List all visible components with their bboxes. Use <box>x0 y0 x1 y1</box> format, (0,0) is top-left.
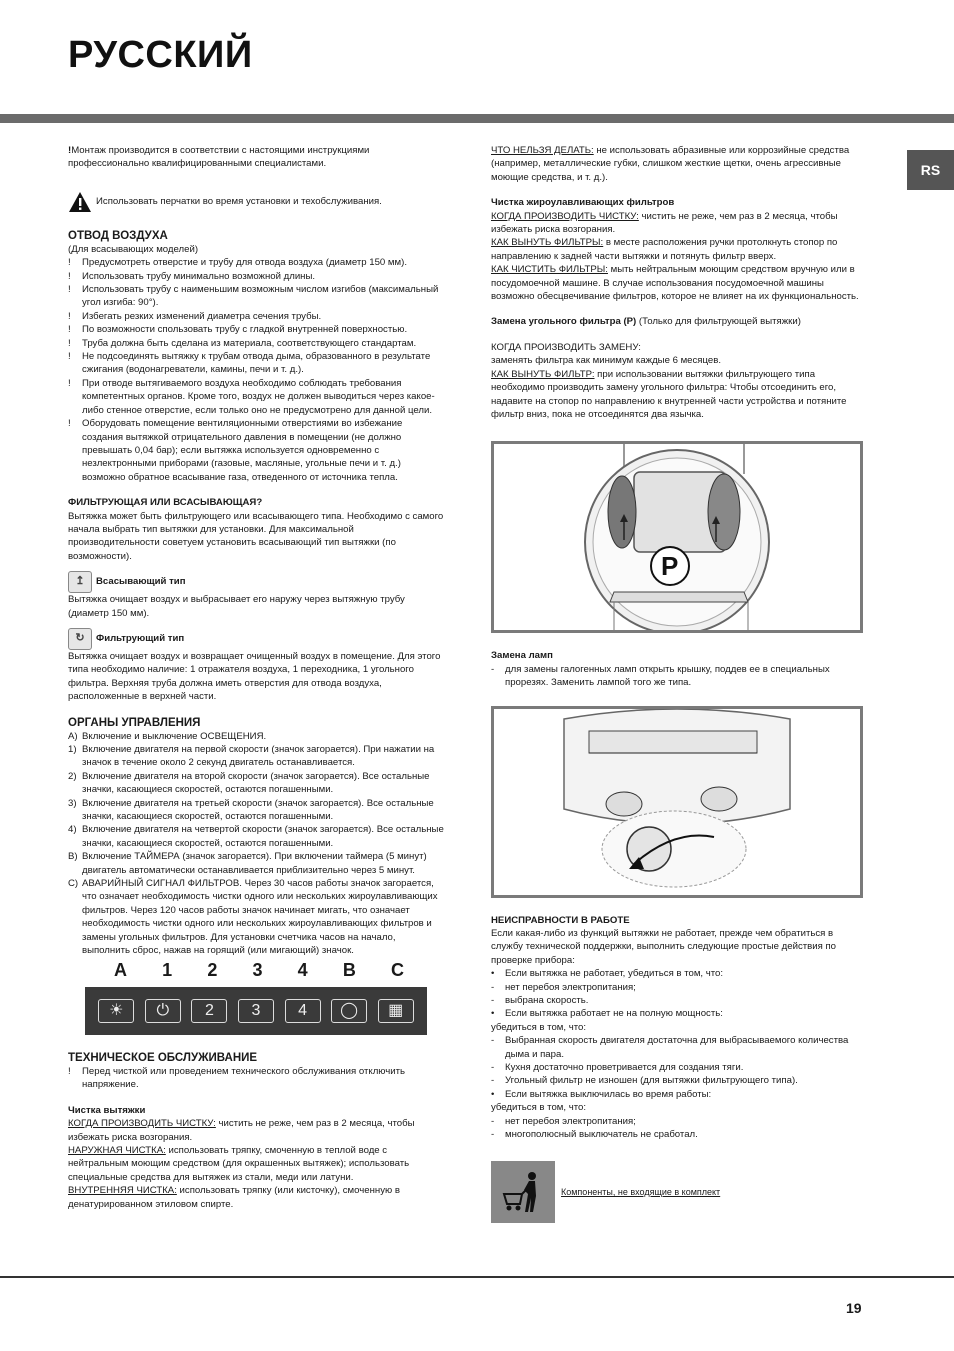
light-button[interactable]: ☀ <box>98 999 134 1023</box>
carbon-remove: КАК ВЫНУТЬ ФИЛЬТР: при использовании вытяжки фильтрующего типа необходимо производить замену угольного фильтра: Чтобы отсоединить его, надавите на стопор по направлению к внутренней части устройства и потяните фильтр вниз, пока не отсоединятся два язычка. <box>491 368 847 420</box>
suction-text: Вытяжка очищает воздух и выбрасывает его наружу через вытяжную трубу (диаметр 150 мм). <box>68 594 405 619</box>
page-title: РУССКИЙ <box>68 34 253 76</box>
panel-letter-1: 1 <box>162 959 173 980</box>
grease-when: КОГДА ПРОИЗВОДИТЬ ЧИСТКУ: чистить не реже, чем раз в 2 месяца, чтобы избежать риска возгорания. <box>491 210 838 236</box>
lamps-heading: Замена ламп <box>491 650 553 662</box>
carbon-filter-heading: Замена угольного фильтра (P) (Только для фильтрующей вытяжки) <box>491 316 801 328</box>
panel-letter-2: 2 <box>207 959 218 980</box>
warning-triangle-icon <box>68 191 92 213</box>
list-item: ! При отводе вытягиваемого воздуха необходимо соблюдать требования компетентных органов. Кроме того, воздух не должен выводиться через какое-либо стенное отверстие, если только оно не предусмотрено для данной цели. <box>68 377 435 416</box>
shopping-cart-person-icon <box>491 1161 555 1223</box>
filter-heading: ФИЛЬТРУЮЩАЯ ИЛИ ВСАСЫВАЮЩАЯ? <box>68 497 263 509</box>
list-item: ! Оборудовать помещение вентиляционными отверстиями во избежание создания вытяжкой отрицательного давления в помещении (не должно превышать 0,04 бар); если вытяжка используется одновременно с незлектронными приборами (газовые, масляные, угольные печи и т. д.) возможно обратное всасывание газа, отведенного от источника тепла. <box>68 418 403 483</box>
header-bar <box>0 114 954 123</box>
list-item: 3) Включение двигателя на третьей скорости (значок загорается). Все остальные значки, касающиеся скоростей, остаются погашенными. <box>68 797 434 823</box>
cleaning-heading: Чистка вытяжки <box>68 1104 146 1116</box>
carbon-when-label: КОГДА ПРОИЗВОДИТЬ ЗАМЕНУ: <box>491 341 641 353</box>
grease-remove: КАК ВЫНУТЬ ФИЛЬТРЫ: в месте расположения ручки протолкнуть стопор по направлению к задней части вытяжки и потянуть фильтр вверх. <box>491 237 838 262</box>
cleaning-external: НАРУЖНАЯ ЧИСТКА: использовать тряпку, смоченную в теплой воде с нейтральным моющим средством (для окрашенных вытяжек); использовать специальные средства для вытяжек из стали, меди или латуни. <box>68 1144 410 1183</box>
list-item: • Если вытяжка выключилась во время работы: <box>491 1088 712 1100</box>
suction-type-icon: ↥ <box>68 571 92 593</box>
list-item: • Если вытяжка работает не на полную мощность: <box>491 1008 723 1020</box>
intro-mark: ! <box>68 145 72 156</box>
suction-label: Всасывающий тип <box>96 576 186 588</box>
control-panel <box>85 987 427 1035</box>
speed-2-button[interactable]: 2 <box>191 999 227 1023</box>
faults-heading: НЕИСПРАВНОСТИ В РАБОТЕ <box>491 914 630 926</box>
speed-3-button[interactable]: 3 <box>238 999 274 1023</box>
list-item: ! Труба должна быть сделана из материала, соответствующего стандартам. <box>68 337 417 349</box>
accessories-note <box>491 1161 867 1223</box>
grease-filter-heading: Чистка жироулавливающих фильтров <box>491 197 675 209</box>
exhaust-heading: ОТВОД ВОЗДУХА <box>68 229 168 242</box>
gloves-text: Использовать перчатки во время установки и техобслуживания. <box>96 196 382 208</box>
list-item: - Угольный фильтр не изношен (для вытяжки фильтрующего типа). <box>491 1075 798 1087</box>
language-tab: RS <box>907 150 954 190</box>
list-item: - нет перебоя электропитания; <box>491 1115 636 1127</box>
carbon-when: заменять фильтра как минимум каждые 6 месяцев. <box>491 355 721 367</box>
controls-list <box>68 730 446 958</box>
list-item: ! Использовать трубу с наименьшим возможным числом изгибов (максимальный угол изгиба: 90°). <box>68 284 439 309</box>
filter-p-label: P <box>661 551 679 582</box>
faults-intro: Если какая-либо из функций вытяжки не работает, прежде чем обратиться в службу технической поддержки, выполнить следующие простые действия по проверке прибора: <box>491 927 836 966</box>
list-item: - многополюсный выключатель не сработал. <box>491 1129 698 1141</box>
list-item: • Если вытяжка не работает, убедиться в том, что: <box>491 968 724 980</box>
panel-letter-a: A <box>114 959 127 980</box>
maintenance-heading: ТЕХНИЧЕСКОЕ ОБСЛУЖИВАНИЕ <box>68 1051 258 1064</box>
list-item: ! Не подсоединять вытяжку к трубам отвода дыма, образованного в результате сжигания (водонагреватели, камины, печи и т. д.). <box>68 351 431 376</box>
list-item: 4) Включение двигателя на четвертой скорости (значок загорается). Все остальные значки, касающиеся скоростей, остаются погашенными. <box>68 824 444 849</box>
list-item: ! По возможности спользовать трубу с гладкой внутренней поверхностью. <box>68 324 408 336</box>
faults-check-2: убедиться в том, что: <box>491 1102 587 1114</box>
page-number: 19 <box>846 1300 862 1316</box>
intro-paragraph <box>68 144 446 171</box>
gloves-warning <box>68 191 446 213</box>
cleaning-when: КОГДА ПРОИЗВОДИТЬ ЧИСТКУ: чистить не реже, чем раз в 2 месяца, чтобы избежать риска возгорания. <box>68 1118 415 1143</box>
right-column <box>491 144 867 1223</box>
list-item: - Выбранная скорость двигателя достаточна для выбрасываемого количества дыма и пара. <box>491 1035 849 1060</box>
suction-type-heading <box>68 571 446 593</box>
list-item: C) АВАРИЙНЫЙ СИГНАЛ ФИЛЬТРОВ. Через 30 часов работы значок загорается, что означает необходимость чистки одного или нескольких жироулавливающих фильтров. Через 120 часов работы значок начинает мигать, что означает необходимость чистки одного или нескольких жироулавливающих фильтров и замены угольных фильтров. Для установки счетчика часов на начало, выполнить сброс, нажав на горящий (или мигающий) значок. <box>68 878 438 957</box>
accessories-text: Компоненты, не входящие в комплект <box>561 1186 721 1197</box>
panel-letter-4: 4 <box>297 959 308 980</box>
exhaust-subtitle: (Для всасывающих моделей) <box>68 243 199 255</box>
panel-letter-c: C <box>391 959 404 980</box>
list-item: ! Использовать трубу минимально возможной длины. <box>68 270 316 282</box>
filtering-type-heading <box>68 628 446 650</box>
list-item: - Кухня достаточно проветривается для создания тяги. <box>491 1062 744 1073</box>
filter-alarm-button[interactable]: ▦ <box>378 999 414 1023</box>
filtering-label: Фильтрующий тип <box>96 633 185 645</box>
panel-letters <box>114 959 404 980</box>
panel-letter-b: B <box>342 959 356 980</box>
grease-clean: КАК ЧИСТИТЬ ФИЛЬТРЫ: мыть нейтральным моющим средством вручную или в посудомоечной машине. В случае использования посудомоечной машины возможно обесцвечивание фильтров, которое не влияет на их функциональность. <box>491 264 859 303</box>
list-item: - для замены галогенных ламп открыть крышку, поддев ее в специальных прорезях. Заменить лампой того же типа. <box>491 663 830 689</box>
list-item: ! Предусмотреть отверстие и трубу для отвода воздуха (диаметр 150 мм). <box>68 257 407 269</box>
filtering-type-icon: ↻ <box>68 628 92 650</box>
exhaust-list <box>68 256 446 484</box>
lamp-illustration <box>494 709 860 895</box>
footer-rule <box>0 1276 954 1278</box>
speed-4-button[interactable]: 4 <box>285 999 321 1023</box>
panel-letter-3: 3 <box>252 959 263 980</box>
dont-paragraph: ЧТО НЕЛЬЗЯ ДЕЛАТЬ: не использовать абразивные или коррозийные средства (например, металлические губки, слишком жесткие щетки, очень агрессивные моющие средства, и т. д.). <box>491 145 850 183</box>
speed-1-button[interactable]: ⏻ <box>145 999 181 1023</box>
list-item: B) Включение ТАЙМЕРА (значок загорается). При включении таймера (5 минут) двигатель автоматически останавливается приблизительно через 5 минут. <box>68 851 427 876</box>
left-column <box>68 144 446 1211</box>
carbon-filter-figure <box>491 441 863 633</box>
list-item: 1) Включение двигателя на первой скорости (значок загорается). При нажатии на значок в течение около 2 секунд двигатель останавливается. <box>68 744 435 769</box>
hood-filter-illustration <box>494 444 860 630</box>
faults-check: убедиться в том, что: <box>491 1021 587 1033</box>
filtering-text: Вытяжка очищает воздух и возвращает очищенный воздух в помещение. Для этого типа необходимо наличие: 1 отражателя воздуха, 1 переходника, 1 угольного фильтра. Верхняя труба должна иметь отверстия для отвода воздуха, расположенные в верхней части. <box>68 650 441 703</box>
list-item: ! Избегать резких изменений диаметра сечения трубы. <box>68 310 322 322</box>
cleaning-internal: ВНУТРЕННЯЯ ЧИСТКА: использовать тряпку (или кисточку), смоченную в денатурированном этиловом спирте. <box>68 1185 400 1210</box>
controls-heading: ОРГАНЫ УПРАВЛЕНИЯ <box>68 716 201 729</box>
lamp-replacement-figure <box>491 706 863 898</box>
list-item: - нет перебоя электропитания; <box>491 981 636 993</box>
timer-button[interactable]: ◯ <box>331 999 367 1023</box>
list-item: ! Перед чисткой или проведением технического обслуживания отключить напряжение. <box>68 1065 406 1091</box>
list-item: 2) Включение двигателя на второй скорости (значок загорается). Все остальные значки, касающиеся скоростей, остаются погашенными. <box>68 770 430 796</box>
list-item: - выбрана скорость. <box>491 994 589 1006</box>
intro-text: Монтаж производится в соответствии с настоящими инструкциями профессионально квалифицированными специалистами. <box>68 145 370 170</box>
list-item: A) Включение и выключение ОСВЕЩЕНИЯ. <box>68 730 267 742</box>
filter-text: Вытяжка может быть фильтрующего или всасывающего типа. Необходимо с самого начала выбрать тип вытяжки для установки. Для максимальной производительности советуем установить всасывающий тип вытяжки (по возможности). <box>68 510 444 562</box>
